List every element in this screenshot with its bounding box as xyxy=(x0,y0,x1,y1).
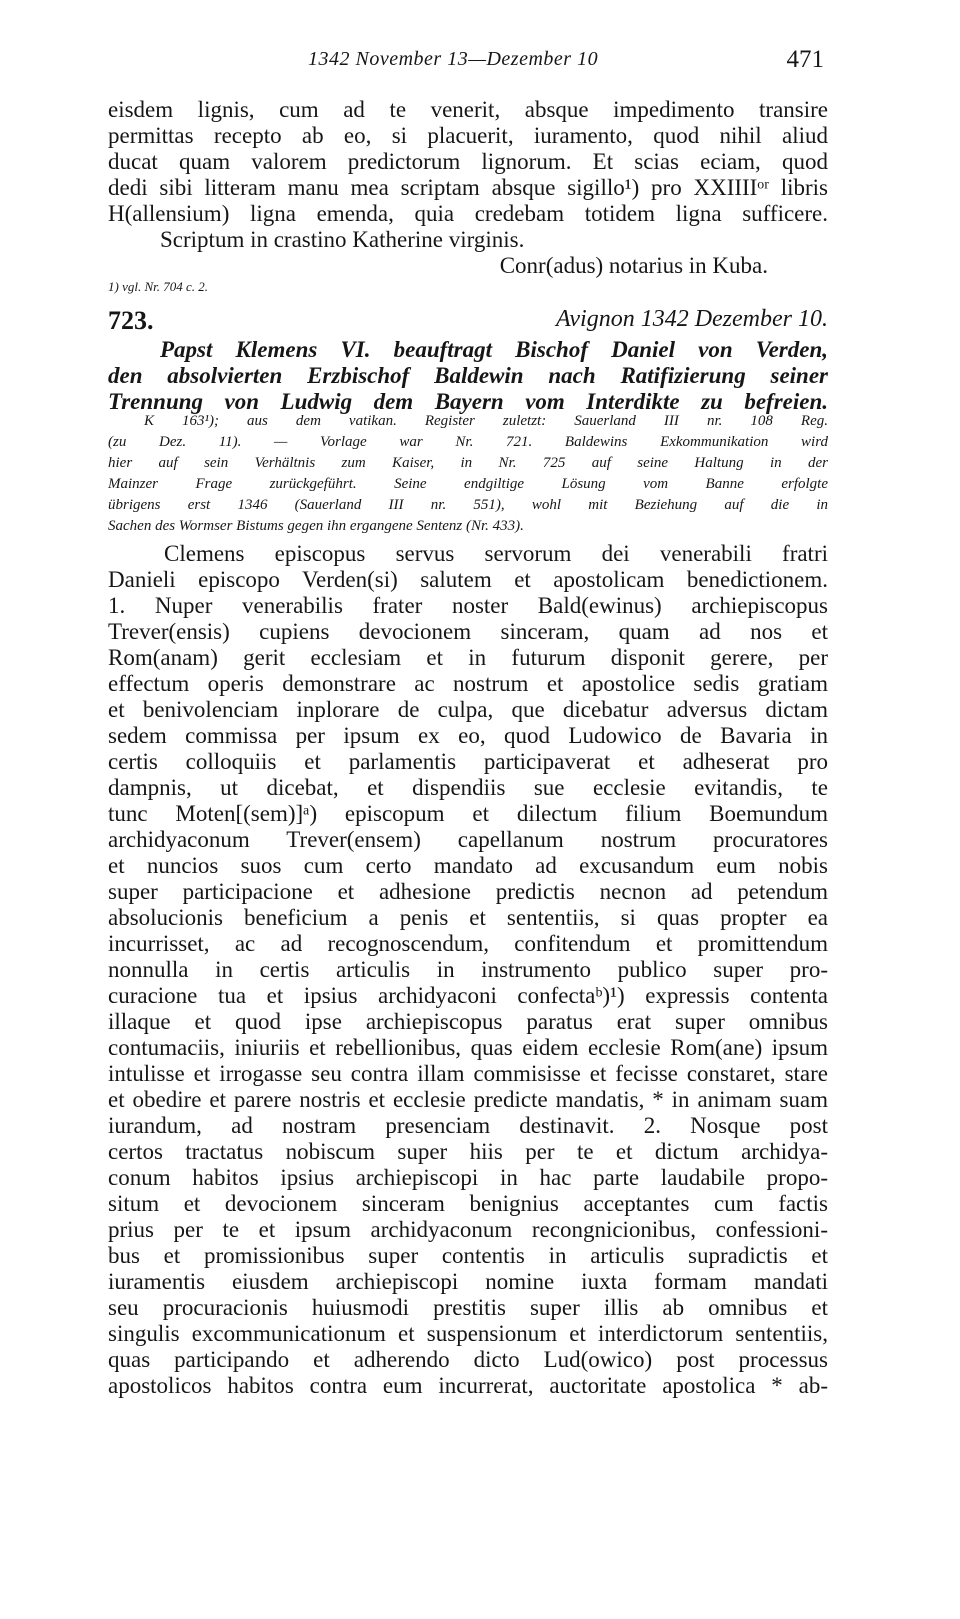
text-line: dampnis, ut dicebat, et dispendiis sue ecclesie evitandis, te xyxy=(108,775,828,800)
text-line: certis colloquiis et parlamentis participaverat et adheserat pro xyxy=(108,749,828,774)
text-line: conum habitos ipsius archiepiscopi in hac parte laudabile propo- xyxy=(108,1165,828,1190)
footnote: 1) vgl. Nr. 704 c. 2. xyxy=(108,279,209,294)
text-line: iuramentis eiusdem archiepiscopi nomine iuxta formam mandati xyxy=(108,1269,828,1294)
text-line: tunc Moten[(sem)]ᵃ) episcopum et dilectum filium Boemundum xyxy=(108,801,828,826)
dating-line: Scriptum in crastino Katherine virginis. xyxy=(160,227,525,252)
text-line: absolucionis beneficium a penis et sententiis, si quas propter ea xyxy=(108,905,828,930)
text-line: et nuncios suos cum certo mandato ad excusandum eum nobis xyxy=(108,853,828,878)
signature-line: Conr(adus) notarius in Kuba. xyxy=(499,253,768,278)
note-line: übrigens erst 1346 (Sauerland III nr. 551), wohl mit Beziehung auf die in xyxy=(108,497,828,513)
text-line: et obedire et parere nostris et ecclesie predicte mandatis, * in animam suam xyxy=(108,1087,828,1112)
text-line: dedi sibi litteram manu mea scriptam absque sigillo¹) pro XXIIIIᵒʳ libris xyxy=(108,175,828,200)
page-header xyxy=(108,44,828,84)
text-line: archidyaconum Trever(ensem) capellanum nostrum procuratores xyxy=(108,827,828,852)
regest-line: Papst Klemens VI. beauftragt Bischof Daniel von Verden, xyxy=(160,337,828,362)
text-line: nonnulla in certis articulis in instrumento publico super pro- xyxy=(108,957,828,982)
text-line: Clemens episcopus servus servorum dei venerabili fratri xyxy=(164,541,828,566)
page-number: 471 xyxy=(786,46,824,73)
text-line: curacione tua et ipsius archidyaconi confectaᵇ)¹) expressis contenta xyxy=(108,983,828,1008)
regest-line: Trennung von Ludwig dem Bayern vom Interdikte zu befreien. xyxy=(108,389,828,414)
note-line: hier auf sein Verhältnis zum Kaiser, in Nr. 725 auf seine Haltung in der xyxy=(108,455,828,471)
text-line: situm et devocionem sinceram benignius acceptantes cum factis xyxy=(108,1191,828,1216)
text-line: certos tractatus nobiscum super hiis per te et dictum archidya- xyxy=(108,1139,828,1164)
text-line: eisdem lignis, cum ad te venerit, absque impedimento transire xyxy=(108,97,828,122)
note-line: (zu Dez. 11). — Vorlage war Nr. 721. Baldewins Exkommunikation wird xyxy=(108,434,828,450)
running-head: 1342 November 13—Dezember 10 xyxy=(308,48,599,70)
text-line: quas participando et adherendo dicto Lud(owico) post processus xyxy=(108,1347,828,1372)
text-line: H(allensium) ligna emenda, quia credebam totidem ligna sufficere. xyxy=(108,201,828,226)
text-line: prius per te et ipsum archidyaconum recongnicionibus, confessioni- xyxy=(108,1217,828,1242)
text-line: contumaciis, iniuriis et rebellionibus, quas eidem ecclesie Rom(ane) ipsum xyxy=(108,1035,828,1060)
note-line: K 163¹); aus dem vatikan. Register zuletzt: Sauerland III nr. 108 Reg. xyxy=(144,413,828,429)
text-line: Danieli episcopo Verden(si) salutem et apostolicam benedictionem. xyxy=(108,567,828,592)
text-line: effectum operis demonstrare ac nostrum et apostolice sedis gratiam xyxy=(108,671,828,696)
text-line: et benivolenciam inplorare de culpa, que dicebatur adversus dictam xyxy=(108,697,828,722)
text-line: Rom(anam) gerit ecclesiam et in futurum disponit gerere, per xyxy=(108,645,828,670)
text-line: super participacione et adhesione predictis necnon ad petendum xyxy=(108,879,828,904)
place-date: Avignon 1342 Dezember 10. xyxy=(556,306,828,332)
text-line: apostolicos habitos contra eum incurrerat, auctoritate apostolica * ab- xyxy=(108,1373,828,1398)
text-line: 1. Nuper venerabilis frater noster Bald(ewinus) archiepiscopus xyxy=(108,593,828,618)
text-line: seu procuracionis huiusmodi prestitis super illis ab omnibus et xyxy=(108,1295,828,1320)
regest-line: den absolvierten Erzbischof Baldewin nach Ratifizierung seiner xyxy=(108,363,828,388)
text-line: iurandum, ad nostram presenciam destinavit. 2. Nosque post xyxy=(108,1113,828,1138)
text-line: incurrisset, ac ad recognoscendum, confitendum et promittendum xyxy=(108,931,828,956)
document-number: 723. xyxy=(108,306,154,335)
text-line: intulisse et irrogasse seu contra illam commisisse et fecisse constaret, stare xyxy=(108,1061,828,1086)
text-line: Trever(ensis) cupiens devocionem sinceram, quam ad nos et xyxy=(108,619,828,644)
text-line: sedem commissa per ipsum ex eo, quod Ludowico de Bavaria in xyxy=(108,723,828,748)
text-line: illaque et quod ipse archiepiscopus paratus erat super omnibus xyxy=(108,1009,828,1034)
note-line: Mainzer Frage zurückgeführt. Seine endgiltige Lösung vom Banne erfolgte xyxy=(108,476,828,492)
text-line: permittas recepto ab eo, si placuerit, iuramento, quod nihil aliud xyxy=(108,123,828,148)
text-line: singulis excommunicationum et suspensionum et interdictorum sententiis, xyxy=(108,1321,828,1346)
note-line: Sachen des Wormser Bistums gegen ihn ergangene Sentenz (Nr. 433). xyxy=(108,518,524,534)
text-line: bus et promissionibus super contentis in articulis supradictis et xyxy=(108,1243,828,1268)
text-line: ducat quam valorem predictorum lignorum. Et scias eciam, quod xyxy=(108,149,828,174)
